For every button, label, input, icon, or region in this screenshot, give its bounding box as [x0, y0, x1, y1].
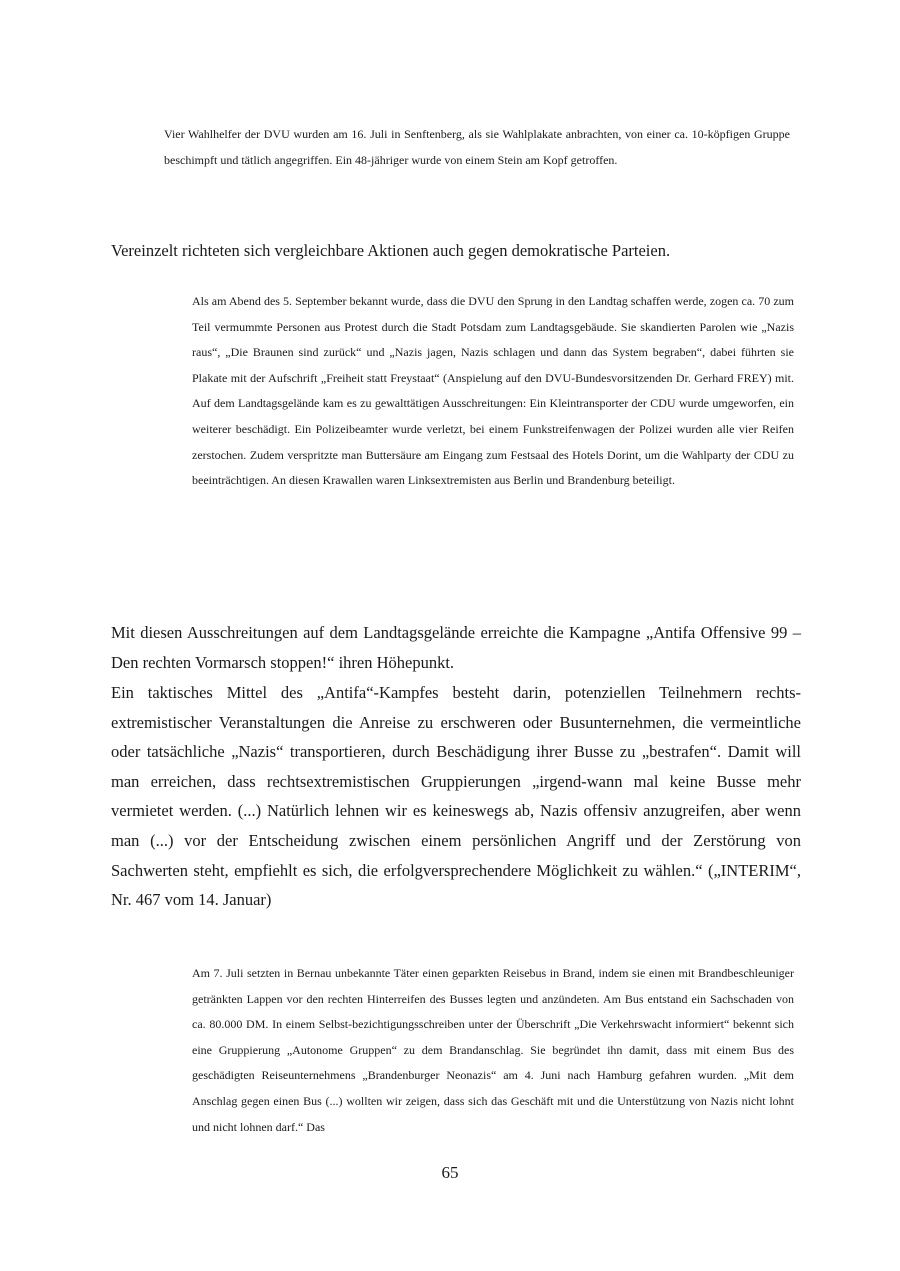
paragraph-antifa-offensive: Mit diesen Ausschreitungen auf dem Landtagsgelände erreichte die Kampagne „Antifa Offensive 99 – Den rechten Vormarsch stoppen!“ ihren Höhepunkt.: [111, 623, 801, 672]
paragraph-bernau-reisebus: Am 7. Juli setzten in Bernau unbekannte Täter einen geparkten Reisebus in Brand, indem sie einen mit Brandbeschleuniger getränkten Lappen vor den rechten Hinterreifen des Busses legten und anzündeten. Am Bus entstand ein Sachschaden von ca. 80.000 DM. In einem Selbst-bezichtigungsschreiben unter der Überschrift „Die Verkehrswacht informiert“ bekennt sich eine Gruppierung „Autonome Gruppen“ zu dem Brandanschlag. Sie begründet ihn damit, dass mit einem Bus des geschädigten Reiseunternehmens „Brandenburger Neonazis“ am 4. Juni nach Hamburg gefahren wurden. „Mit dem Anschlag gegen einen Bus (...) wollten wir zeigen, dass sich das Geschäft mit und die Unterstützung von Nazis nicht lohnt und nicht lohnen darf.“ Das: [192, 966, 794, 1134]
paragraph-potsdam-landtag: Als am Abend des 5. September bekannt wurde, dass die DVU den Sprung in den Landtag schaffen werde, zogen ca. 70 zum Teil vermummte Personen aus Protest durch die Stadt Potsdam zum Landtagsgebäude. Sie skandierten Parolen wie „Nazis raus“, „Die Braunen sind zurück“ und „Nazis jagen, Nazis schlagen und dann das System begraben“, dabei führten sie Plakate mit der Aufschrift „Freiheit statt Freystaat“ (Anspielung auf den DVU-Bundesvorsitzenden Dr. Gerhard FREY) mit. Auf dem Landtagsgelände kam es zu gewalttätigen Ausschreitungen: Ein Kleintransporter der CDU wurde umgeworfen, ein weiterer beschädigt. Ein Polizeibeamter wurde verletzt, bei einem Funkstreifenwagen der Polizei wurden alle vier Reifen zerstochen. Zudem verspritzte man Buttersäure am Eingang zum Festsaal des Hotels Dorint, um die Wahlparty der CDU zu beeinträchtigen. An diesen Krawallen waren Linksextremisten aus Berlin und Brandenburg beteiligt.: [192, 294, 794, 488]
paragraph-dvu-wahlhelfer: Vier Wahlhelfer der DVU wurden am 16. Juli in Senftenberg, als sie Wahlplakate anbrachten, von einer ca. 10-köpfigen Gruppe beschimpft und tätlich angegriffen. Ein 48-jähriger wurde von einem Stein am Kopf getroffen.: [164, 127, 790, 167]
paragraph-taktisches-mittel: Ein taktisches Mittel des „Antifa“-Kampfes besteht darin, potenziellen Teilnehmern rechts-extremistischer Veranstaltungen die Anreise zu erschweren oder Busunternehmen, die vermeintliche oder tatsächliche „Nazis“ transportieren, durch Beschädigung ihrer Busse zu „bestrafen“. Damit will man erreichen, dass rechtsextremistischen Gruppierungen „irgend-wann mal keine Busse mehr vermietet werden. (...) Natürlich lehnen wir es keineswegs ab, Nazis offensiv anzugreifen, aber wenn man (...) vor der Entscheidung zwischen einem persönlichen Angriff und der Zerstörung von Sachwerten steht, empfiehlt es sich, die erfolgversprechendere Möglichkeit zu wählen.“ („INTERIM“, Nr. 467 vom 14. Januar): [111, 683, 801, 910]
paragraph-demokratische-parteien: Vereinzelt richteten sich vergleichbare Aktionen auch gegen demokratische Parteien.: [111, 241, 671, 260]
page-number: 65: [441, 1163, 459, 1182]
